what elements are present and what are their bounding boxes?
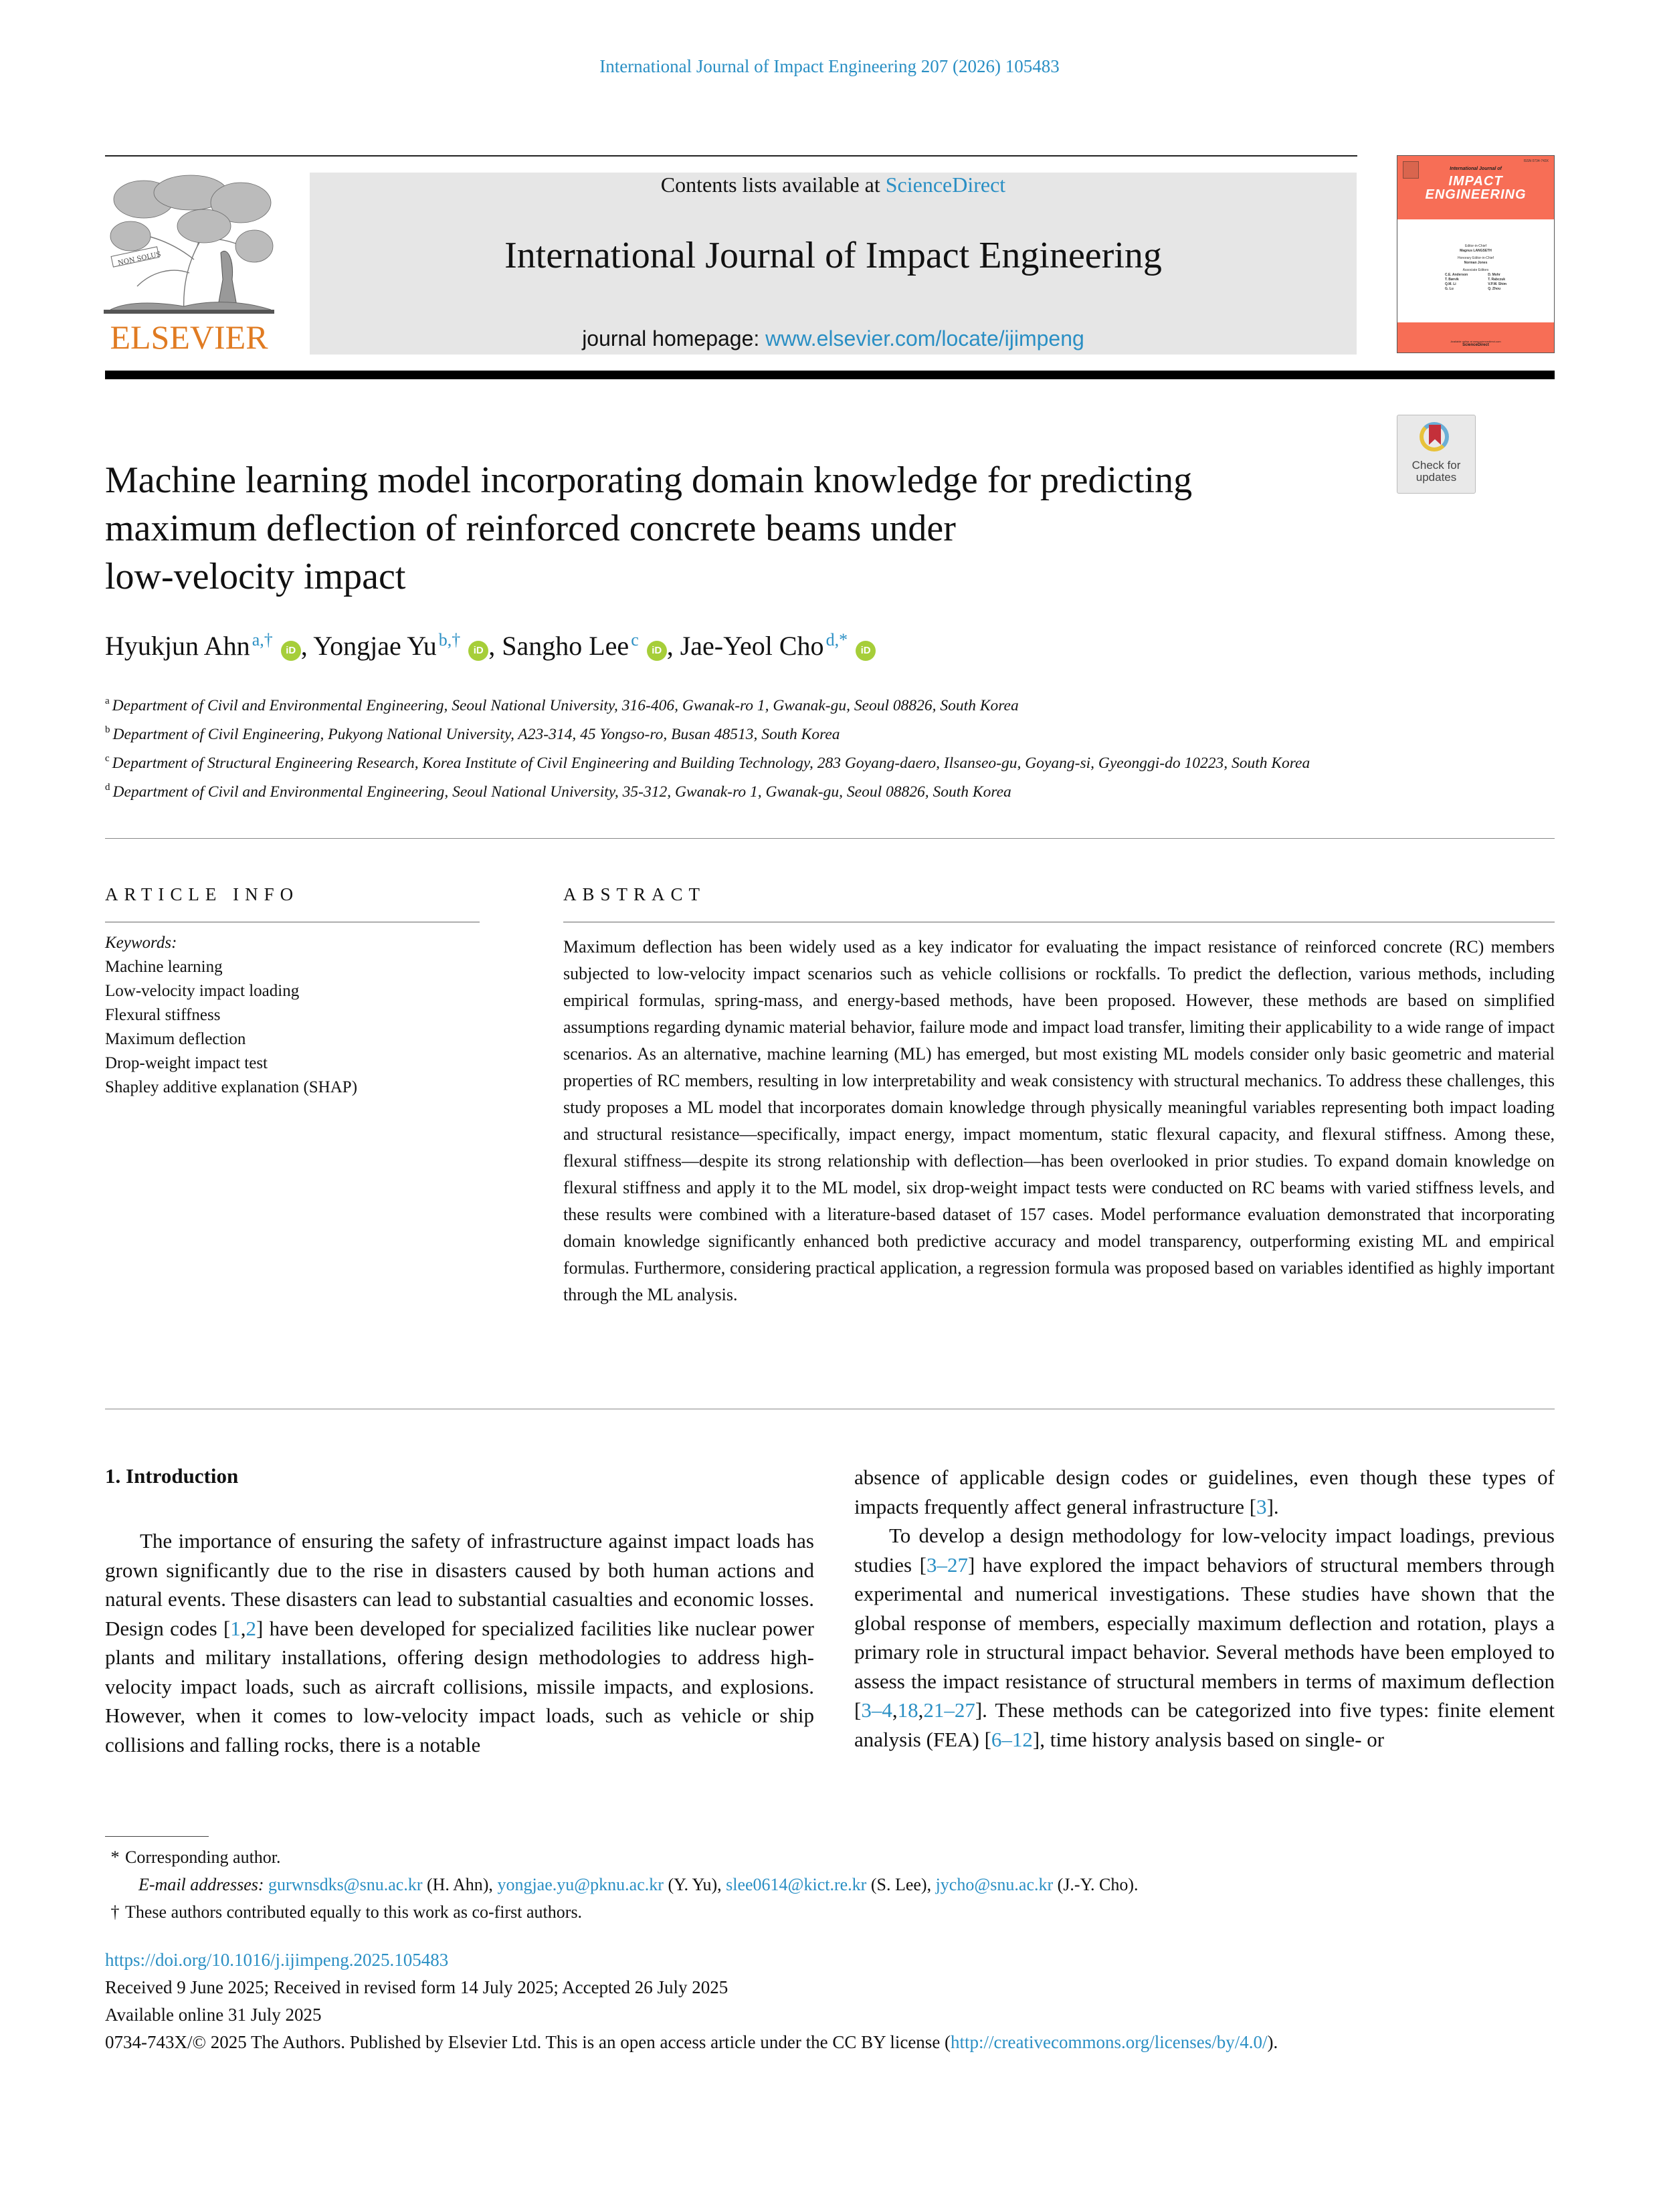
check-for-updates-button[interactable]: [1397, 415, 1476, 494]
publication-history: Received 9 June 2025; Received in revised form 14 July 2025; Accepted 26 July 2025: [105, 1977, 728, 1997]
masthead-thick-rule: [105, 371, 1555, 379]
article-title: [105, 456, 1376, 601]
cover-issn: ISSN 0734-743X: [1523, 159, 1549, 163]
available-online: Available online 31 July 2025: [105, 2005, 322, 2025]
title-line: low-velocity impact: [105, 556, 406, 597]
footnote-text: These authors contributed equally to this work as co-first authors.: [125, 1902, 583, 1922]
email-owner: (H. Ahn),: [422, 1875, 498, 1894]
text-run: ].: [1266, 1494, 1279, 1518]
journal-cover-thumbnail[interactable]: [1397, 155, 1555, 353]
citation-link[interactable]: 3–4: [861, 1698, 892, 1722]
affiliation-text: Department of Civil and Environmental Engineering, Seoul National University, 35-312, Gwanak-ro 1, Gwanak-gu, Seoul 08826, South Korea: [112, 783, 1011, 801]
affiliation-item: [105, 746, 1550, 775]
article-info-heading: ARTICLE INFO: [105, 884, 300, 904]
publication-info: [105, 1946, 1563, 2056]
citation-link[interactable]: 3–27: [926, 1552, 968, 1577]
elsevier-logo[interactable]: [104, 173, 274, 357]
text-run: ] have explored the impact behaviors of structural members through experimental and numerical investigations. These studies have shown that the global response of members, especially maximum deflection and rotation, plays a primary role in structural impact behavior. Several methods have been employed to assess the impact resistance of structural members in terms of maximum deflection [: [854, 1552, 1555, 1722]
cover-associate-editor: G. Lu: [1444, 287, 1454, 291]
keyword-item: Drop-weight impact test: [105, 1054, 268, 1072]
cover-honorary-label: Honorary Editor-in-Chief: [1458, 256, 1494, 260]
license-link[interactable]: http://creativecommons.org/licenses/by/4.0/: [951, 2032, 1268, 2052]
text-run: absence of applicable design codes or guidelines, even though these types of impacts frequently affect general infrastructure [: [854, 1466, 1555, 1518]
keywords-block: [105, 931, 480, 1100]
check-updates-line1: Check for: [1411, 459, 1461, 472]
text-run: To develop a design methodology for low-velocity impact loadings, previous studies [: [854, 1524, 1555, 1577]
elsevier-wordmark: ELSEVIER: [110, 318, 268, 356]
cover-eic-label: Editor-in-Chief: [1465, 244, 1486, 248]
cover-associate-editor: T. Rabczuk: [1488, 278, 1506, 282]
author-affiliation-marker[interactable]: d,*: [825, 630, 848, 649]
cover-journal-line: International Journal of: [1450, 167, 1502, 171]
affiliation-text: Department of Civil Engineering, Pukyong National University, A23-314, 45 Yongso-ro, Busan 48513, South Korea: [112, 726, 840, 743]
text-run-overflow: ] have been developed for specialized facilities like nuclear power plants and military installations, offering design methodologies to address high-velocity impact loads, such as aircraft collisions, missile impacts, and explosions. However, when it comes to low-velocity impact loads, such as vehicle or ship collisions and falling rocks, there is a notable: [105, 1616, 814, 1756]
cover-associate-editor: Q.M. Li: [1444, 282, 1456, 286]
orcid-icon[interactable]: iD: [856, 641, 876, 661]
footnote-co-first: [105, 1898, 1557, 1926]
cover-associate-editor: T. Børvik: [1444, 278, 1459, 282]
author-name[interactable]: Hyukjun Ahn: [105, 631, 250, 661]
cover-associate-editor: D. Mohr: [1488, 273, 1500, 277]
tree-engraving-icon: [104, 173, 274, 316]
license-text: ).: [1267, 2032, 1278, 2052]
cover-associate-editor: C.E. Anderson: [1444, 273, 1468, 277]
cover-title-line2: ENGINEERING: [1425, 187, 1527, 202]
text-run: ], time history analysis based on single- or: [1032, 1727, 1385, 1751]
author-affiliation-marker[interactable]: c: [631, 630, 639, 649]
affiliation-key: b: [105, 724, 110, 735]
journal-homepage-link[interactable]: www.elsevier.com/locate/ijimpeng: [765, 326, 1084, 350]
cover-eic: Magnus LANGSETH: [1460, 249, 1492, 253]
citation-link[interactable]: 18: [897, 1698, 918, 1722]
check-updates-line2: updates: [1416, 471, 1457, 484]
cover-associate-editor: V.P.W. Shim: [1488, 282, 1507, 286]
author-affiliation-marker[interactable]: a,†: [252, 630, 273, 649]
citation-link[interactable]: 21–27: [923, 1698, 975, 1722]
email-link[interactable]: gurwnsdks@snu.ac.kr: [268, 1875, 423, 1894]
check-for-updates-label: [1397, 460, 1475, 484]
citation-link[interactable]: 1: [230, 1616, 241, 1640]
citation-link[interactable]: 2: [246, 1616, 257, 1640]
section-heading-introduction: 1. Introduction: [105, 1464, 239, 1488]
cover-footer: [1397, 340, 1554, 347]
intro-paragraph-1: [105, 1526, 814, 1759]
doi-link[interactable]: https://doi.org/10.1016/j.ijimpeng.2025.105483: [105, 1950, 449, 1970]
footnote-emails: [105, 1871, 1557, 1898]
running-header[interactable]: International Journal of Impact Engineering 207 (2026) 105483: [599, 56, 1060, 76]
cover-associate-label: Associate Editors: [1462, 268, 1489, 272]
keyword-item: Flexural stiffness: [105, 1006, 221, 1024]
affiliation-divider: [105, 838, 1555, 839]
intro-paragraph-2: [854, 1521, 1555, 1754]
cover-title-line1: IMPACT: [1448, 174, 1503, 189]
sciencedirect-link[interactable]: ScienceDirect: [885, 173, 1006, 197]
affiliation-key: a: [105, 696, 110, 706]
keyword-item: Machine learning: [105, 958, 223, 976]
homepage-line: journal homepage: www.elsevier.com/locate/ijimpeng: [582, 326, 1084, 350]
keyword-item: Maximum deflection: [105, 1030, 246, 1048]
email-link[interactable]: jycho@snu.ac.kr: [935, 1875, 1054, 1894]
citation-link[interactable]: 6–12: [991, 1727, 1033, 1751]
affiliation-item: [105, 689, 1550, 718]
text-run: ,: [892, 1698, 898, 1722]
cover-bottom-band: [1397, 322, 1554, 353]
intro-paragraph-1-continued: [854, 1463, 1555, 1521]
body-column-right: [854, 1463, 1555, 1754]
keyword-item: Low-velocity impact loading: [105, 982, 300, 1000]
affiliation-item: [105, 718, 1550, 746]
email-link[interactable]: slee0614@kict.re.kr: [726, 1875, 867, 1894]
title-line: maximum deflection of reinforced concrete beams under: [105, 508, 956, 549]
orcid-icon[interactable]: iD: [281, 641, 301, 661]
email-owner: (J.-Y. Cho).: [1053, 1875, 1139, 1894]
email-label: E-mail addresses:: [138, 1875, 264, 1894]
text-run: ,: [918, 1698, 924, 1722]
cover-title: [1397, 175, 1554, 201]
text-run: ]. These methods can be categorized into five types: finite element analysis (FEA) [: [854, 1698, 1555, 1751]
license-text: 0734-743X/© 2025 The Authors. Published by Elsevier Ltd. This is an open access article under the CC BY license (: [105, 2032, 951, 2052]
orcid-icon[interactable]: iD: [647, 641, 667, 661]
email-link[interactable]: yongjae.yu@pknu.ac.kr: [497, 1875, 664, 1894]
email-owner: (Y. Yu),: [663, 1875, 726, 1894]
cover-honorary: Norman Jones: [1464, 261, 1488, 265]
license-line: [105, 2029, 1563, 2056]
footnote-mark: *: [110, 1847, 120, 1867]
svg-text:NON SOLUS: NON SOLUS: [117, 251, 162, 268]
affiliation-text: Department of Structural Engineering Research, Korea Institute of Civil Engineering and Building Technology, 283 Goyang-daero, Ilsanseo-gu, Goyang-si, Gyeonggi-do 10223, South Korea: [112, 755, 1310, 772]
journal-masthead: [310, 173, 1357, 355]
citation-link[interactable]: 3: [1256, 1494, 1267, 1518]
author-name[interactable]: Jae-Yeol Cho: [680, 631, 824, 661]
orcid-icon[interactable]: iD: [468, 641, 488, 661]
contents-line: Contents lists available at ScienceDirect: [660, 173, 1006, 197]
affiliations: [105, 689, 1550, 804]
affiliation-item: [105, 775, 1550, 804]
keyword-item: Shapley additive explanation (SHAP): [105, 1078, 358, 1096]
cover-footer-small: Available online at www.sciencedirect.com: [1450, 340, 1501, 343]
cover-editors: [1397, 244, 1554, 292]
cover-footer-sciencedirect: ScienceDirect: [1462, 343, 1489, 347]
header-rule: [105, 155, 1357, 157]
email-owner: (S. Lee),: [866, 1875, 936, 1894]
footnote-rule: [105, 1836, 209, 1837]
title-line: Machine learning model incorporating domain knowledge for predicting: [105, 460, 1193, 501]
author-list: [105, 630, 876, 662]
affiliation-text: Department of Civil and Environmental Engineering, Seoul National University, 316-406, Gwanak-ro 1, Gwanak-gu, Seoul 08826, South Korea: [112, 697, 1019, 714]
text-run: The importance of ensuring the safety of infrastructure against impact loads has grown significantly due to the rise in disasters caused by both human actions and natural events. These disasters can lead to substantial casualties and economic losses. Design codes [: [105, 1529, 814, 1640]
author-affiliation-marker[interactable]: b,†: [438, 630, 461, 649]
footnote-text: Corresponding author.: [125, 1847, 281, 1867]
footnotes: [105, 1843, 1557, 1926]
affiliation-key: d: [105, 782, 110, 793]
body-column-left: [105, 1526, 814, 1759]
affiliation-key: c: [105, 753, 110, 764]
author-separator: ,: [488, 631, 502, 661]
text-run: ,: [240, 1616, 246, 1640]
footnote-corresponding: [105, 1843, 1557, 1871]
author-separator: ,: [300, 631, 314, 661]
abstract-text: Maximum deflection has been widely used as a key indicator for evaluating the impact resistance of reinforced concrete (RC) members subjected to low-velocity impact scenarios such as vehicle collisions or rockfalls. To predict the deflection, various methods, including empirical formulas, spring-mass, and energy-based methods, have been proposed. However, these methods are based on simplified assumptions regarding dynamic material behavior, failure mode and impact load transfer, limiting their applicability to a wide range of impact scenarios. As an alternative, machine learning (ML) has emerged, but most existing ML models consider only basic geometric and material properties of RC members, resulting in low interpretability and weak consistency with structural mechanics. To address these challenges, this study proposes a ML model that incorporates domain knowledge through physically meaningful variables representing both impact loading and structural resistance—specifically, impact energy, impact momentum, static flexural capacity, and flexural stiffness. Among these, flexural stiffness—despite its strong relationship with deflection—has been overlooked in prior studies. To expand domain knowledge on flexural stiffness and apply it to the ML model, six drop-weight impact tests were conducted on RC beams with varied stiffness levels, and these results were combined with a literature-based dataset of 157 cases. Model performance evaluation demonstrated that incorporating domain knowledge significantly enhanced both predictive accuracy and model transparency, outperforming existing ML and empirical formulas. Furthermore, considering practical application, a regression formula was proposed based on variables identified as highly important through the ML analysis.: [563, 937, 1555, 1304]
abstract-heading: ABSTRACT: [563, 884, 706, 904]
footnote-mark: †: [110, 1902, 120, 1922]
cover-associate-editor: Q. Zhou: [1488, 287, 1501, 291]
keywords-label: Keywords:: [105, 934, 177, 952]
author-name[interactable]: Sangho Lee: [502, 631, 629, 661]
author-separator: ,: [666, 631, 680, 661]
author-name[interactable]: Yongjae Yu: [313, 631, 437, 661]
journal-title: International Journal of Impact Engineering: [504, 235, 1162, 276]
